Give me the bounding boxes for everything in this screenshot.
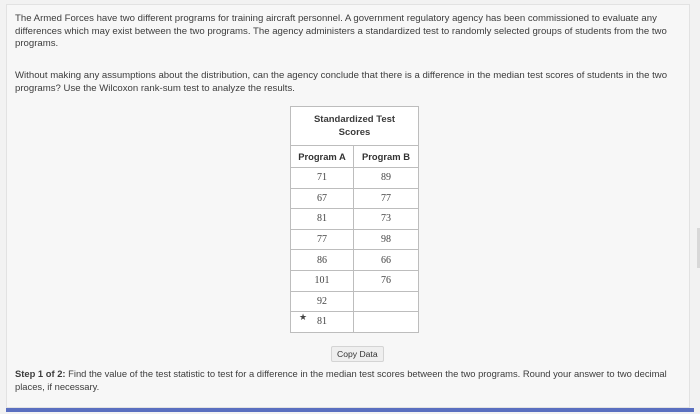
program-a-cell: 77 — [291, 229, 354, 250]
program-a-cell: 67 — [291, 188, 354, 209]
program-b-cell: 77 — [354, 188, 419, 209]
table-caption — [291, 107, 419, 146]
question-intro: The Armed Forces have two different programs for training aircraft personnel. A government regulatory agency has been commissioned to evaluate any differences which may exist between the two programs. The agency administers a standardized test to randomly selected groups of students from the two programs. — [15, 13, 667, 50]
program-b-cell: 89 — [354, 168, 419, 189]
program-a-cell: 81 — [291, 209, 354, 230]
program-b-cell: 98 — [354, 229, 419, 250]
program-a-cell: 81 — [291, 312, 354, 333]
program-a-cell: 71 — [291, 168, 354, 189]
table-row — [291, 188, 419, 209]
program-b-cell: 66 — [354, 250, 419, 271]
table-caption-line2: Scores — [338, 127, 371, 138]
table-row — [291, 209, 419, 230]
program-b-cell: 76 — [354, 270, 419, 291]
bottom-accent-bar — [6, 408, 694, 412]
scores-table — [290, 106, 419, 333]
table-row — [291, 168, 419, 189]
question-prompt: Without making any assumptions about the distribution, can the agency conclude that there is a difference in the median test scores of students in the two programs? Use the Wilcoxon rank-sum test to analyze the results. — [15, 70, 668, 94]
step-label: Step 1 of 2: — [15, 368, 66, 379]
table-row — [291, 270, 419, 291]
copy-data-button[interactable]: Copy Data — [331, 346, 384, 362]
program-b-cell — [354, 312, 419, 333]
program-b-cell: 73 — [354, 209, 419, 230]
step-instruction — [15, 368, 675, 393]
program-a-cell: 92 — [291, 291, 354, 312]
mouse-cursor-icon: ★ — [299, 312, 308, 322]
table-row — [291, 229, 419, 250]
table-caption-line1: Standardized Test — [313, 114, 396, 125]
table-row — [291, 312, 419, 333]
step-text: Find the value of the test statistic to test for a difference in the median test scores between the two programs. Round your answer to two decimal places, if necessary. — [15, 368, 667, 392]
program-a-cell: 86 — [291, 250, 354, 271]
table-row — [291, 291, 419, 312]
column-header-program-a: Program A — [291, 146, 354, 168]
column-header-program-b: Program B — [354, 146, 419, 168]
program-b-cell — [354, 291, 419, 312]
question-panel — [6, 4, 690, 408]
table-row — [291, 250, 419, 271]
program-a-cell: 101 — [291, 270, 354, 291]
